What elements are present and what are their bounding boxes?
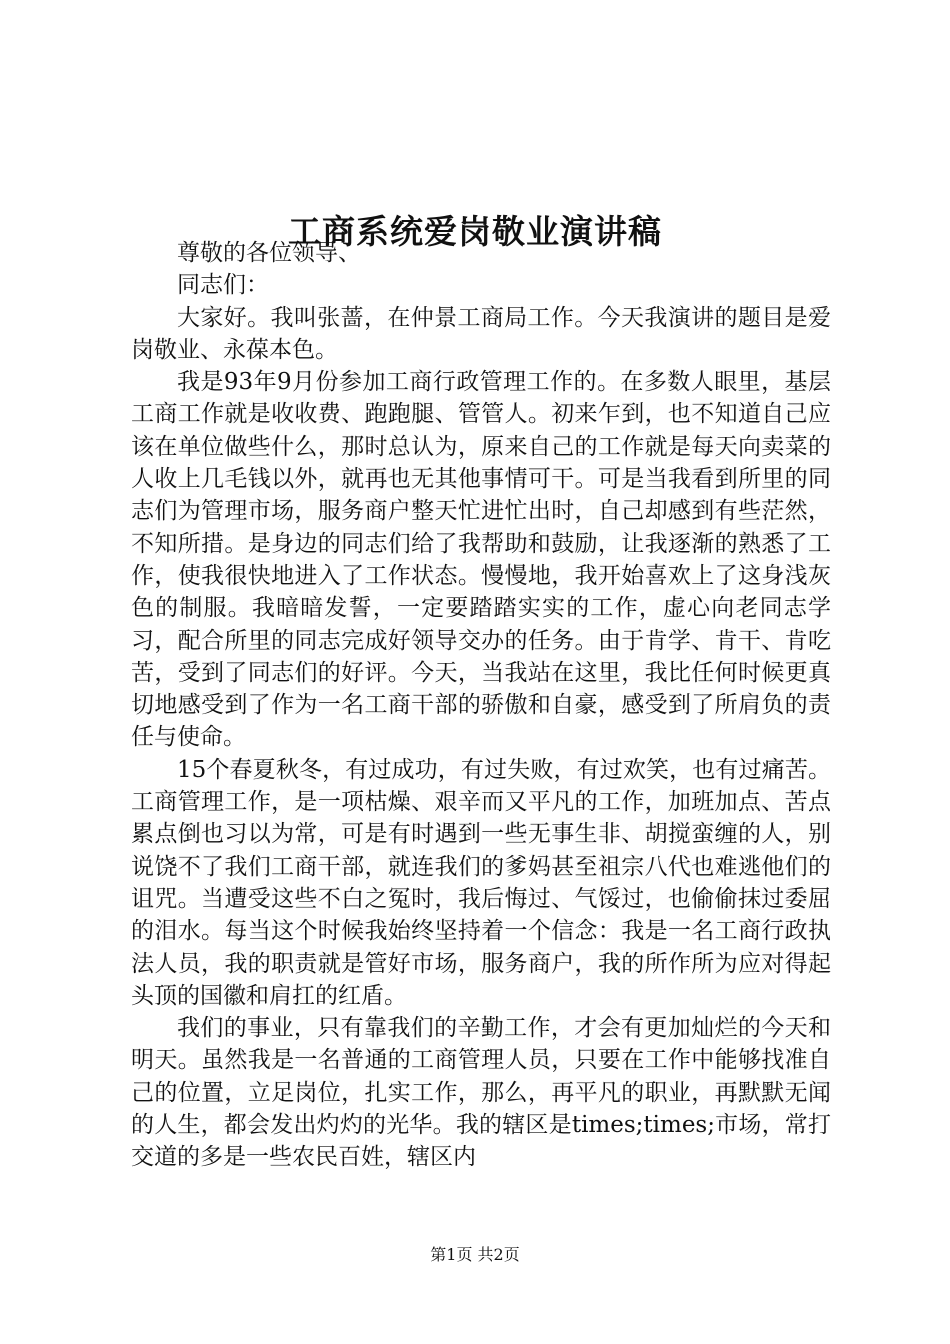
body-paragraph: 15个春夏秋冬，有过成功，有过失败，有过欢笑，也有过痛苦。工商管理工作，是一项枯燥、艰辛而又平凡的工作，加班加点、苦点累点倒也习以为常，可是有时遇到一些无事生非、胡搅蛮缠的人，别说饶不了我们工商干部，就连我们的爹妈甚至祖宗八代也难逃他们的诅咒。当遭受这些不白之冤时，我后悔过、气馁过，也偷偷抹过委屈的泪水。每当这个时候我始终坚持着一个信念：我是一名工商行政执法人员，我的职责就是管好市场，服务商户，我的所作所为应对得起头顶的国徽和肩扛的红盾。: [131, 756, 831, 1009]
document-title: 工商系统爱岗敬业演讲稿: [288, 212, 662, 252]
body-paragraph: 我是93年9月份参加工商行政管理工作的。在多数人眼里，基层工商工作就是收收费、跑跑腿、管管人。初来乍到，也不知道自己应该在单位做些什么，那时总认为，原来自己的工作就是每天向卖菜的人收上几毛钱以外，就再也无其他事情可干。可是当我看到所里的同志们为管理市场，服务商户整天忙进忙出时，自己却感到有些茫然，不知所措。是身边的同志们给了我帮助和鼓励，让我逐渐的熟悉了工作，使我很快地进入了工作状态。慢慢地，我开始喜欢上了这身浅灰色的制服。我暗暗发誓，一定要踏踏实实的工作，虚心向老同志学习，配合所里的同志完成好领导交办的任务。由于肯学、肯干、肯吃苦，受到了同志们的好评。今天，当我站在这里，我比任何时候更真切地感受到了作为一名工商干部的骄傲和自豪，感受到了所肩负的责任与使命。: [131, 369, 831, 751]
document-body: [131, 237, 831, 1174]
salutation-line: 尊敬的各位领导、: [177, 240, 361, 266]
body-paragraph: 大家好。我叫张蔷，在仲景工商局工作。今天我演讲的题目是爱岗敬业、永葆本色。: [131, 304, 831, 363]
salutation-line: 同志们：: [177, 272, 269, 299]
body-paragraph: 我们的事业，只有靠我们的辛勤工作，才会有更加灿烂的今天和明天。虽然我是一名普通的工商管理人员，只要在工作中能够找准自己的位置，立足岗位，扎实工作，那么，再平凡的职业，再默默无闻的人生，都会发出灼灼的光华。我的辖区是times;times;市场，常打交道的多是一些农民百姓，辖区内: [131, 1015, 831, 1171]
page-number-footer: 第1页 共2页: [430, 1245, 520, 1264]
